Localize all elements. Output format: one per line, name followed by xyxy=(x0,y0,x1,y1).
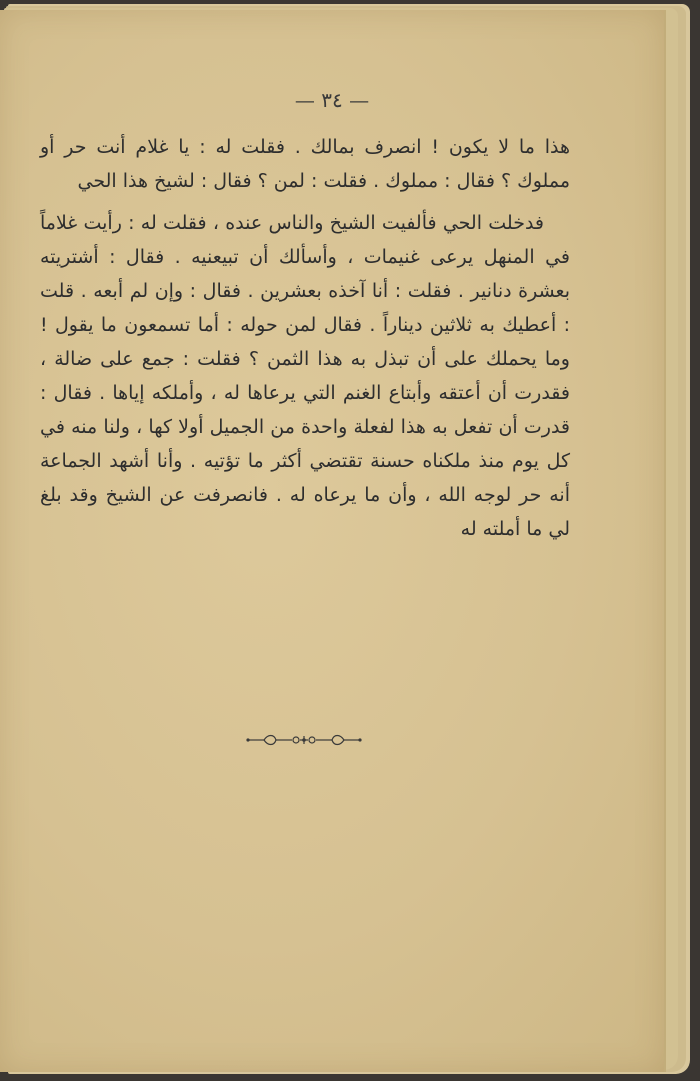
page-number: — ٣٤ — xyxy=(294,88,370,112)
book-page xyxy=(0,10,666,1072)
ornament-divider xyxy=(244,730,364,750)
body-text xyxy=(40,130,570,546)
paragraph-1: هذا ما لا يكون ! انصرف بمالك . فقلت له : يا غلام أنت حر أو مملوك ؟ فقال : مملوك . فقلت : لمن ؟ فقال : لشيخ هذا الحي xyxy=(40,136,570,192)
paragraph-2: فدخلت الحي فألفيت الشيخ والناس عنده ، فقلت له : رأيت غلاماً في المنهل يرعى غنيمات ، وأسألك أن تبيعنيه . فقال : أشتريته بعشرة دنانير . فقلت : أنا آخذه بعشرين . فقال : وإن لم أبعه . قلت : أعطيك به ثلاثين ديناراً . فقال لمن حوله : أما تسمعون ما يقول ! وما يحملك على أن تبذل به هذا الثمن ؟ فقلت : جمع على ضالة ، فقدرت أن أعتقه وأبتاع الغنم التي يرعاها له ، وأملكه إياها . فقال : قدرت أن تفعل به هذا لفعلة واحدة من الجميل أولا كها ، ولنا منه في كل يوم منذ ملكناه حسنة تقتضي أكثر ما تؤتيه . وأنا أشهد الجماعة أنه حر لوجه الله ، وأن ما يرعاه له . فانصرفت عن الشيخ وقد بلغ لي ما أملته له xyxy=(40,212,570,540)
